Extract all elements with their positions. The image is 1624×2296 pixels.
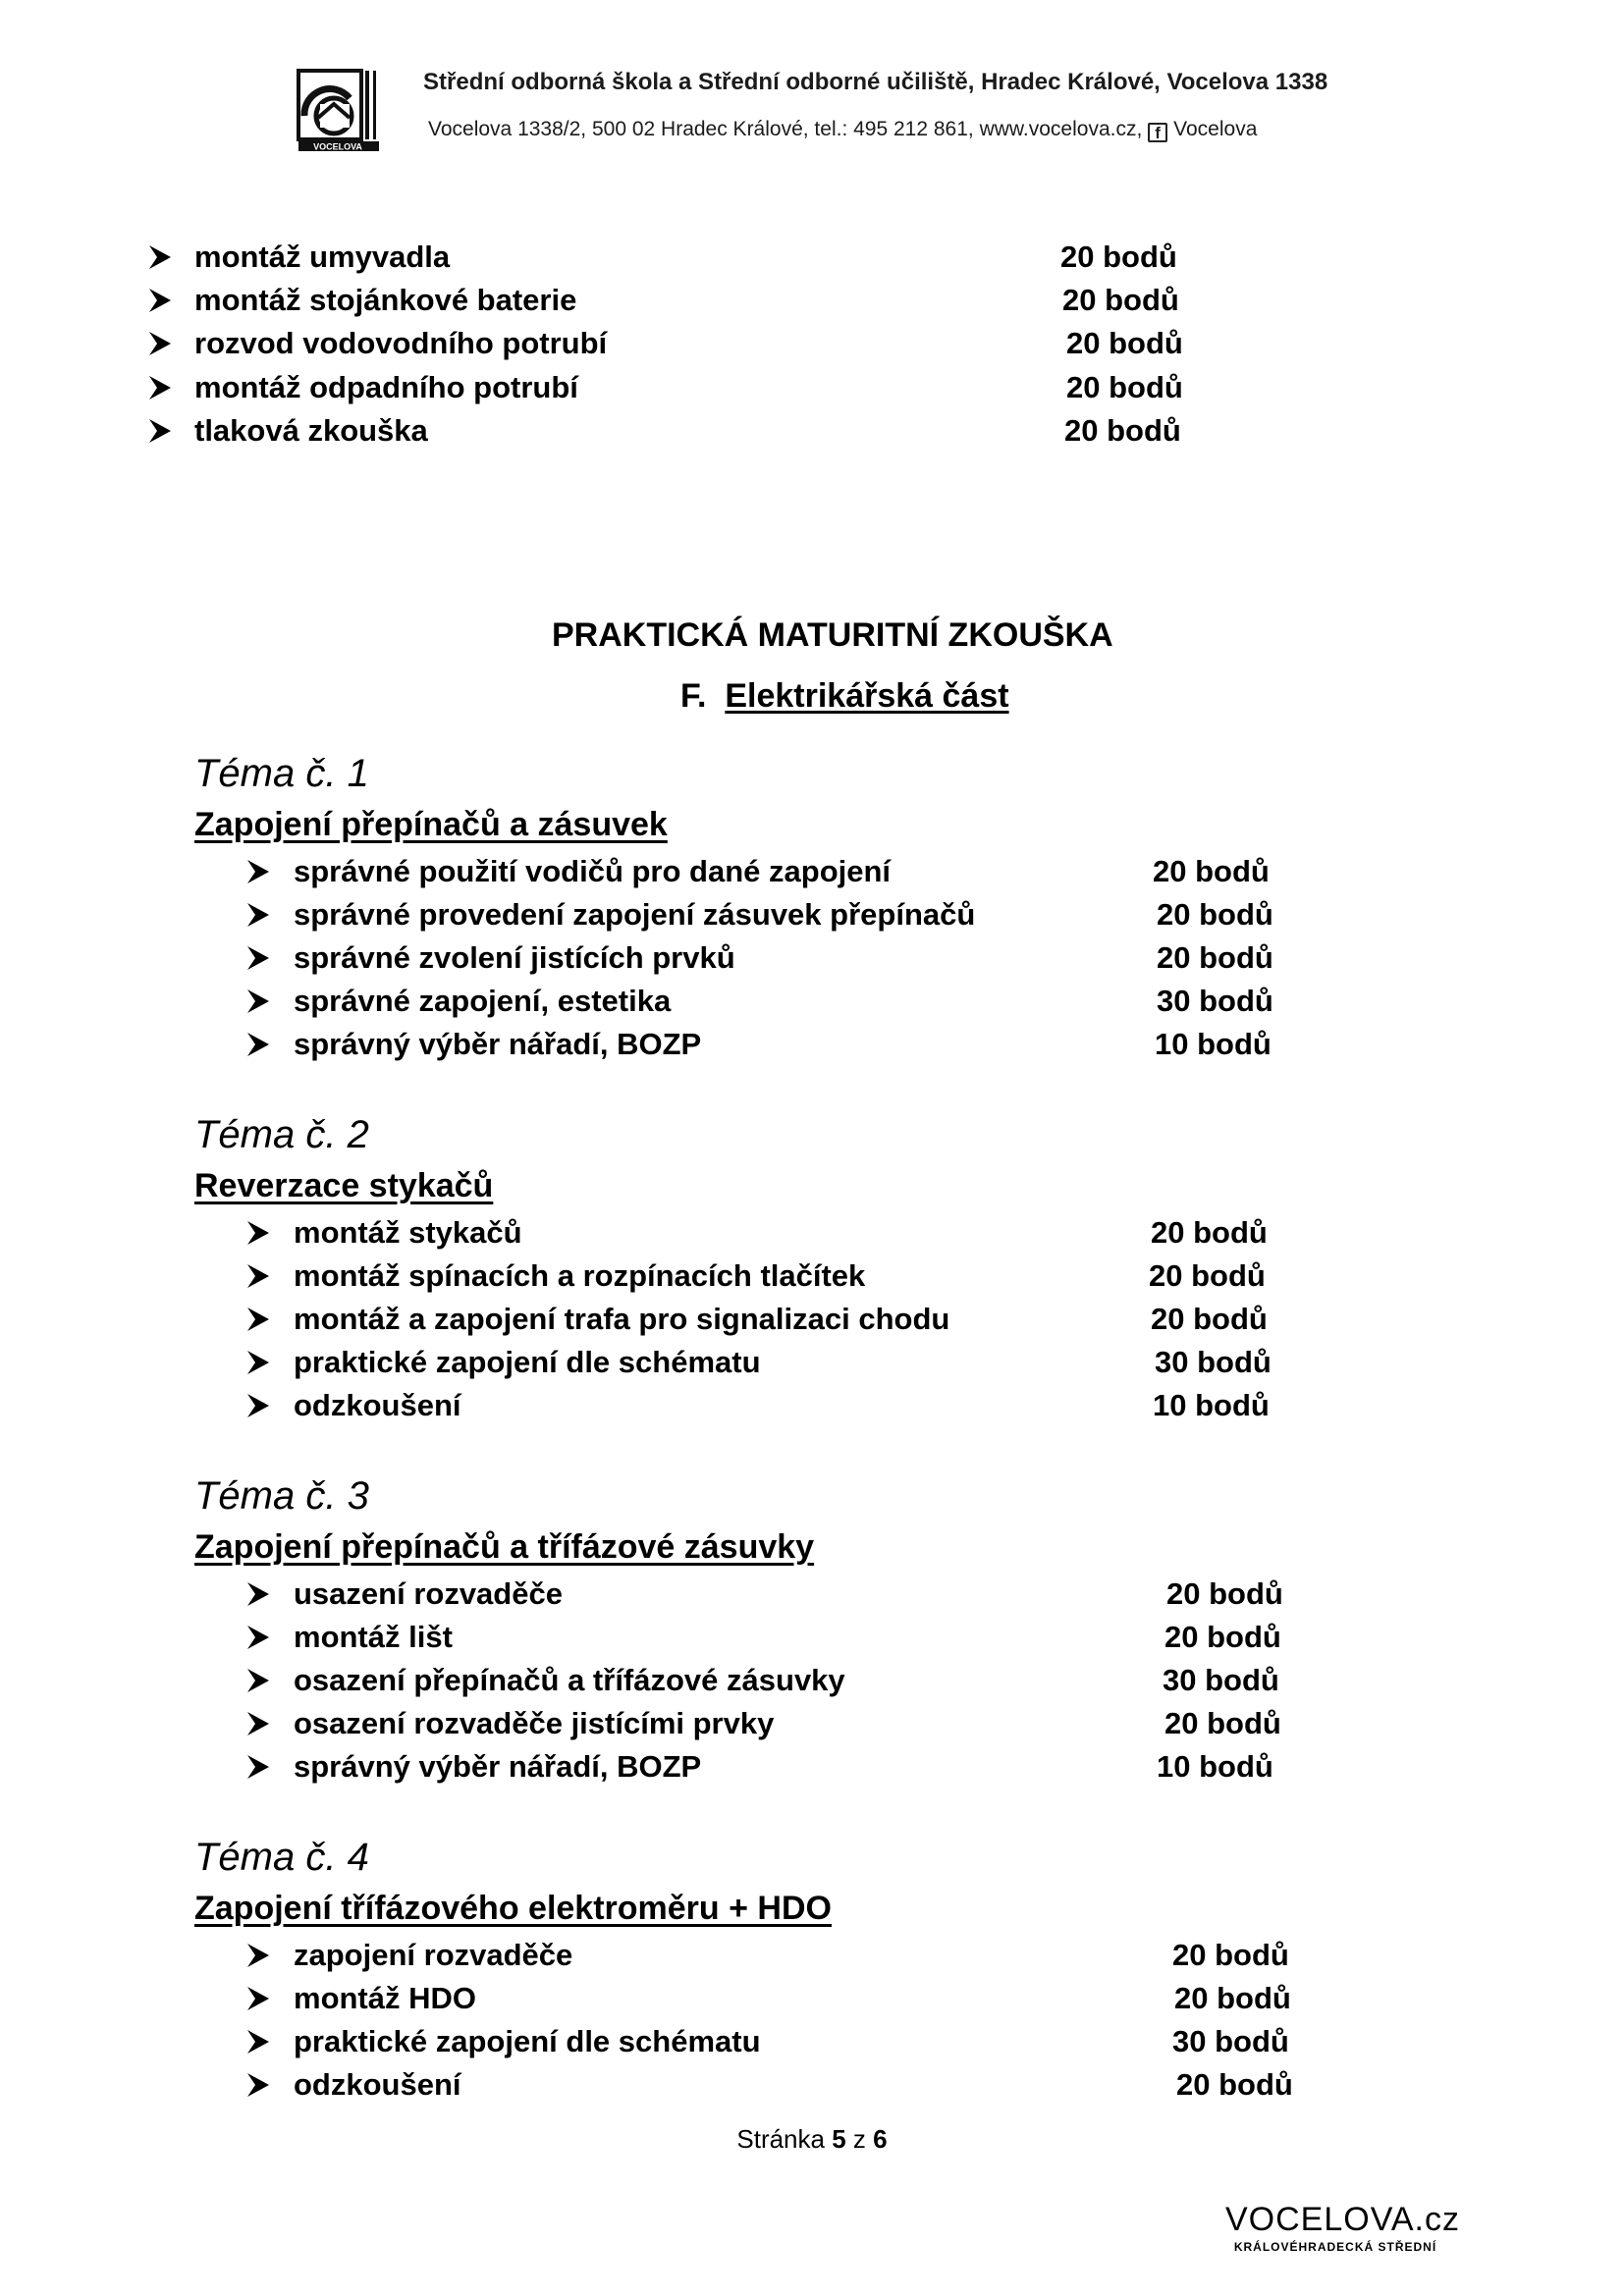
topic-title: Zapojení přepínačů a zásuvek — [194, 806, 668, 843]
arrow-bullet-icon — [245, 1942, 271, 1969]
page-total: 6 — [873, 2124, 888, 2154]
topic-criteria-item — [0, 1661, 1624, 1700]
arrow-bullet-icon — [245, 2028, 271, 2056]
item-points: 10 bodů — [1153, 1388, 1270, 1422]
arrow-bullet-icon — [245, 1624, 271, 1651]
arrow-bullet-icon — [245, 1710, 271, 1737]
topic-criteria-item — [0, 1213, 1624, 1253]
arrow-bullet-icon — [245, 1985, 271, 2012]
arrow-bullet-icon — [245, 1753, 271, 1781]
arrow-bullet-icon — [245, 2071, 271, 2099]
item-points: 30 bodů — [1172, 2024, 1289, 2058]
item-points: 20 bodů — [1153, 854, 1270, 888]
topic-number: Téma č. 4 — [194, 1836, 369, 1879]
topic-number: Téma č. 2 — [194, 1113, 369, 1156]
school-contact: Vocelova 1338/2, 500 02 Hradec Králové, tel.: 495 212 861, www.vocelova.cz, — [428, 118, 1143, 140]
item-points: 20 bodů — [1062, 283, 1179, 317]
item-label: zapojení rozvaděče — [294, 1938, 573, 1972]
item-label: montáž HDO — [294, 1981, 476, 2015]
arrow-bullet-icon — [245, 1349, 271, 1376]
plumbing-task-item — [0, 368, 1624, 407]
topic-criteria-item — [0, 1936, 1624, 1975]
arrow-bullet-icon — [245, 1392, 271, 1419]
item-label: praktické zapojení dle schématu — [294, 1345, 761, 1379]
item-points: 20 bodů — [1064, 413, 1181, 448]
topic-criteria-item — [0, 1343, 1624, 1382]
plumbing-task-item — [0, 238, 1624, 277]
topic-criteria-item — [0, 852, 1624, 891]
school-name: Střední odborná škola a Střední odborné učiliště, Hradec Králové, Vocelova 1338 — [423, 69, 1328, 95]
topic-criteria-item — [0, 1704, 1624, 1743]
brand-main: VOCELOVA.cz — [1225, 2201, 1460, 2238]
item-label: montáž stykačů — [294, 1215, 522, 1250]
item-label: správné provedení zapojení zásuvek přepínačů — [294, 897, 976, 932]
page-word: Stránka — [736, 2124, 825, 2154]
arrow-bullet-icon — [245, 1580, 271, 1608]
arrow-bullet-icon — [147, 330, 173, 357]
item-points: 20 bodů — [1060, 240, 1177, 274]
item-points: 30 bodů — [1163, 1663, 1279, 1697]
topic-criteria-item — [0, 1618, 1624, 1657]
item-label: tlaková zkouška — [194, 413, 428, 448]
school-logo — [295, 65, 383, 153]
arrow-bullet-icon — [147, 287, 173, 314]
arrow-bullet-icon — [245, 858, 271, 885]
item-points: 20 bodů — [1151, 1215, 1268, 1250]
part-name: Elektrikářská část — [725, 677, 1009, 715]
topic-criteria-item — [0, 895, 1624, 934]
item-points: 20 bodů — [1157, 940, 1273, 975]
arrow-bullet-icon — [147, 417, 173, 445]
topic-criteria-item — [0, 1256, 1624, 1296]
item-label: montáž odpadního potrubí — [194, 370, 578, 404]
item-label: správné použití vodičů pro dané zapojení — [294, 854, 892, 888]
item-label: správné zapojení, estetika — [294, 984, 672, 1018]
item-label: usazení rozvaděče — [294, 1576, 563, 1611]
plumbing-task-item — [0, 281, 1624, 320]
topic-criteria-item — [0, 1300, 1624, 1339]
plumbing-task-item — [0, 411, 1624, 451]
arrow-bullet-icon — [245, 944, 271, 972]
topic-criteria-item — [0, 1386, 1624, 1425]
facebook-label: Vocelova — [1173, 118, 1258, 140]
arrow-bullet-icon — [147, 243, 173, 271]
item-points: 20 bodů — [1157, 897, 1273, 932]
arrow-bullet-icon — [245, 1667, 271, 1694]
topic-title: Zapojení přepínačů a třífázové zásuvky — [194, 1528, 815, 1566]
arrow-bullet-icon — [245, 901, 271, 929]
topic-title: Zapojení třífázového elektroměru + HDO — [194, 1890, 832, 1927]
item-points: 30 bodů — [1157, 984, 1273, 1018]
topic-title: Reverzace stykačů — [194, 1167, 494, 1204]
page-sep: z — [852, 2124, 866, 2154]
item-points: 20 bodů — [1149, 1258, 1266, 1293]
item-label: montáž lišt — [294, 1620, 453, 1654]
item-label: montáž a zapojení trafa pro signalizaci chodu — [294, 1302, 950, 1336]
topic-number: Téma č. 1 — [194, 752, 369, 795]
item-points: 20 bodů — [1164, 1620, 1281, 1654]
item-points: 20 bodů — [1172, 1938, 1289, 1972]
item-label: odzkoušení — [294, 1388, 461, 1422]
item-points: 20 bodů — [1066, 370, 1183, 404]
item-label: montáž stojánkové baterie — [194, 283, 577, 317]
part-letter: F. — [680, 677, 707, 715]
school-address — [428, 118, 1257, 142]
item-label: osazení přepínačů a třífázové zásuvky — [294, 1663, 845, 1697]
page-header — [295, 65, 1404, 163]
item-label: montáž spínacích a rozpínacích tlačítek — [294, 1258, 866, 1293]
item-label: osazení rozvaděče jistícími prvky — [294, 1706, 775, 1740]
item-points: 20 bodů — [1151, 1302, 1268, 1336]
item-points: 20 bodů — [1164, 1706, 1281, 1740]
topic-criteria-item — [0, 938, 1624, 978]
topic-criteria-item — [0, 2022, 1624, 2061]
item-label: správné zvolení jistících prvků — [294, 940, 735, 975]
section-title: PRAKTICKÁ MATURITNÍ ZKOUŠKA — [552, 616, 1113, 654]
topic-criteria-item — [0, 982, 1624, 1021]
arrow-bullet-icon — [245, 1306, 271, 1333]
item-points: 20 bodů — [1176, 2067, 1293, 2102]
item-label: odzkoušení — [294, 2067, 461, 2102]
arrow-bullet-icon — [245, 1031, 271, 1058]
item-label: správný výběr nářadí, BOZP — [294, 1749, 702, 1784]
arrow-bullet-icon — [147, 374, 173, 401]
item-points: 10 bodů — [1157, 1749, 1273, 1784]
arrow-bullet-icon — [245, 988, 271, 1015]
page-footer — [0, 2124, 1624, 2155]
page-current: 5 — [832, 2124, 846, 2154]
item-label: montáž umyvadla — [194, 240, 451, 274]
item-label: správný výběr nářadí, BOZP — [294, 1027, 702, 1061]
facebook-icon: f — [1148, 123, 1167, 142]
item-points: 20 bodů — [1174, 1981, 1291, 2015]
topic-criteria-item — [0, 1575, 1624, 1614]
arrow-bullet-icon — [245, 1219, 271, 1247]
section-part — [680, 677, 1009, 716]
item-points: 20 bodů — [1166, 1576, 1283, 1611]
item-points: 30 bodů — [1155, 1345, 1272, 1379]
topic-criteria-item — [0, 1025, 1624, 1064]
topic-number: Téma č. 3 — [194, 1474, 369, 1518]
topic-criteria-item — [0, 2065, 1624, 2105]
item-points: 10 bodů — [1155, 1027, 1272, 1061]
arrow-bullet-icon — [245, 1262, 271, 1290]
topic-criteria-item — [0, 1979, 1624, 2018]
brand-sub: KRÁLOVÉHRADECKÁ STŘEDNÍ — [1233, 2240, 1437, 2254]
item-label: rozvod vodovodního potrubí — [194, 326, 608, 360]
logo-text: VOCELOVA — [313, 141, 362, 152]
brand-logo — [1225, 2201, 1460, 2254]
item-label: praktické zapojení dle schématu — [294, 2024, 761, 2058]
item-points: 20 bodů — [1066, 326, 1183, 360]
plumbing-task-item — [0, 324, 1624, 363]
topic-criteria-item — [0, 1747, 1624, 1787]
